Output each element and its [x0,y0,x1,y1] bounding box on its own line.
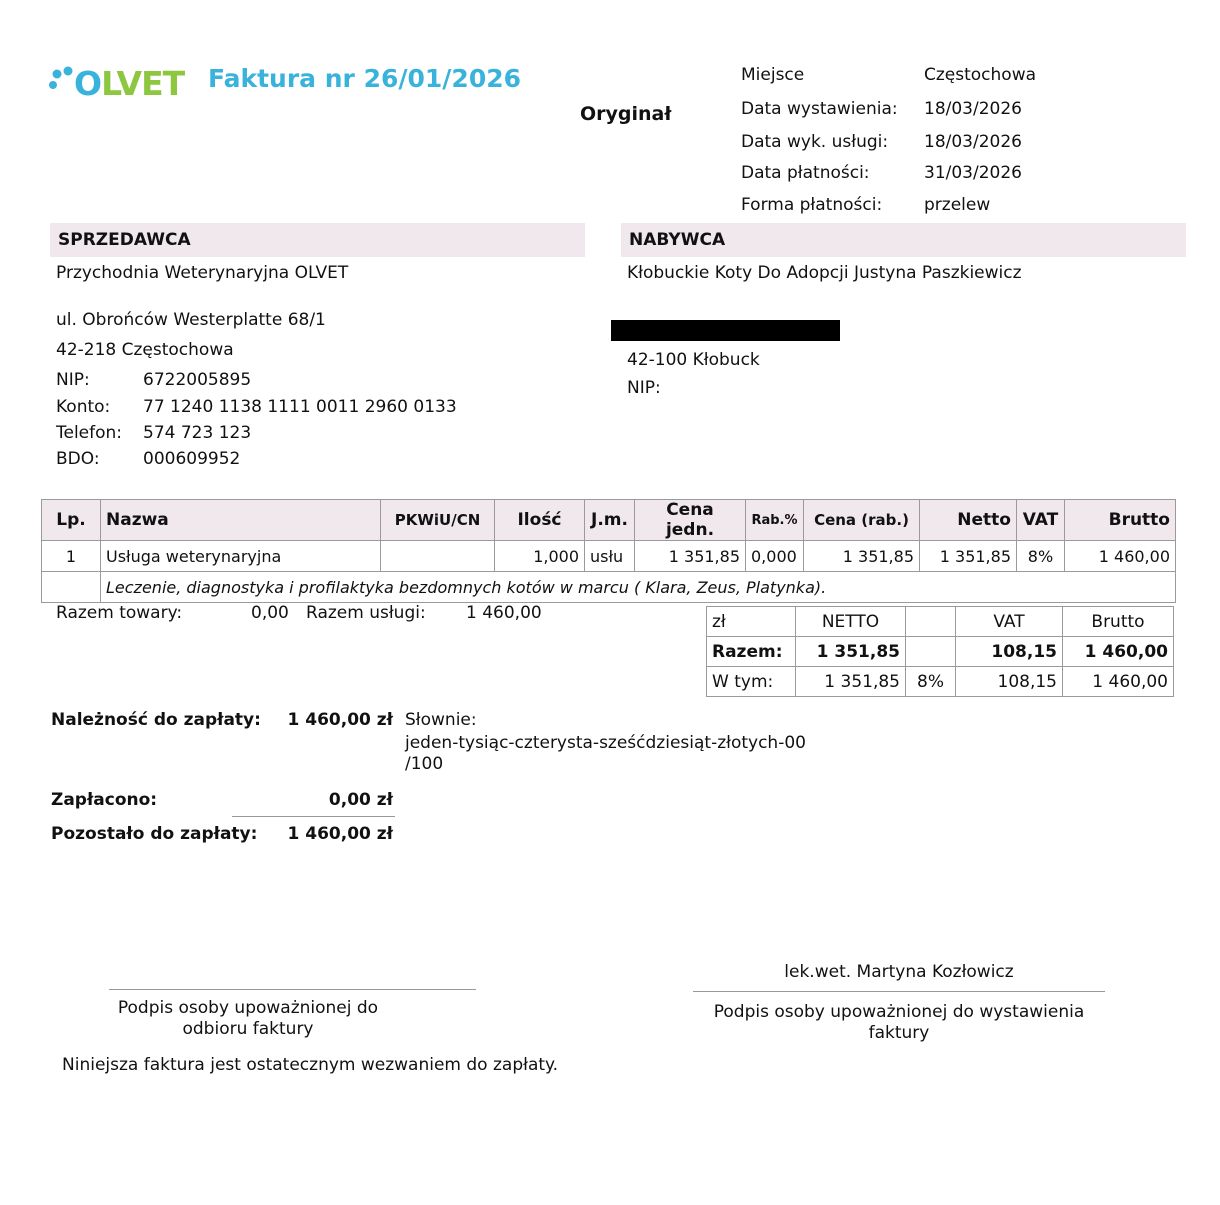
cell-unit: usłu [585,541,635,572]
amount-words-line2: /100 [405,754,444,774]
vat-summary-table [706,606,1174,697]
seller-nip-value: 6722005895 [143,370,252,390]
summary-total-gross: 1 460,00 [1063,637,1174,667]
cell-price-disc: 1 351,85 [804,541,920,572]
buyer-city: 42-100 Kłobuck [627,350,760,370]
seller-city: 42-218 Częstochowa [56,340,234,360]
meta-issue-date [741,99,1161,123]
summary-breakdown-rate: 8% [906,667,956,697]
summary-total-vat: 108,15 [956,637,1063,667]
remaining-label: Pozostało do zapłaty: [51,824,258,844]
meta-payment-method [741,195,1161,219]
receiver-signature-caption-1: Podpis osoby upoważnionej do [117,998,379,1018]
cell-discount: 0,000 [746,541,804,572]
issuer-name: lek.wet. Martyna Kozłowicz [784,962,1014,982]
goods-total-label: Razem towary: [56,603,183,623]
col-unit: J.m. [585,500,635,541]
cell-empty [42,572,101,603]
meta-label: Forma płatności: [741,195,883,215]
summary-total-rate [906,637,956,667]
meta-value: 31/03/2026 [924,163,1022,183]
seller-bdo-value: 000609952 [143,449,241,469]
invoice-title: Faktura nr 26/01/2026 [208,64,522,93]
summary-breakdown-label: W tym: [707,667,796,697]
summary-col-net: NETTO [796,607,906,637]
summary-breakdown-net: 1 351,85 [796,667,906,697]
cell-name: Usługa weterynaryjna [101,541,381,572]
cell-price: 1 351,85 [635,541,746,572]
meta-service-date [741,132,1161,156]
document-status: Oryginał [580,103,672,125]
paid-value: 0,00 zł [328,790,393,810]
meta-payment-date [741,163,1161,187]
summary-breakdown-gross: 1 460,00 [1063,667,1174,697]
summary-breakdown-vat: 108,15 [956,667,1063,697]
col-gross: Brutto [1065,500,1176,541]
meta-value: 18/03/2026 [924,132,1022,152]
meta-label: Data płatności: [741,163,870,183]
receiver-signature-line [109,989,476,990]
col-price-disc: Cena (rab.) [804,500,920,541]
items-table [41,499,1176,603]
items-header-row [42,500,1176,541]
summary-col-gross: Brutto [1063,607,1174,637]
seller-account-label: Konto: [56,397,111,417]
paid-label: Zapłacono: [51,790,158,810]
olvet-logo [48,62,183,110]
col-vat: VAT [1017,500,1065,541]
footer-note: Niniejsza faktura jest ostatecznym wezwaniem do zapłaty. [62,1055,559,1075]
meta-place [741,65,1161,89]
meta-label: Data wystawienia: [741,99,898,119]
cell-lp: 1 [42,541,101,572]
seller-phone-label: Telefon: [56,423,123,443]
col-discount: Rab.% [746,500,804,541]
cell-gross: 1 460,00 [1065,541,1176,572]
meta-label: Data wyk. usługi: [741,132,889,152]
receiver-signature-caption-2: odbioru faktury [182,1019,314,1039]
summary-total-net: 1 351,85 [796,637,906,667]
logo-wordmark: OLVET [74,64,185,103]
goods-total-value: 0,00 [251,603,289,623]
cell-net: 1 351,85 [920,541,1017,572]
col-lp: Lp. [42,500,101,541]
seller-street: ul. Obrońców Westerplatte 68/1 [56,310,326,330]
meta-value: Częstochowa [924,65,1037,85]
cell-vat: 8% [1017,541,1065,572]
summary-total-label: Razem: [707,637,796,667]
services-total-value: 1 460,00 [466,603,542,623]
redacted-address-bar [611,320,840,341]
seller-account-value: 77 1240 1138 1111 0011 2960 0133 [143,397,457,417]
summary-col-rate [906,607,956,637]
meta-label: Miejsce [741,65,805,85]
amount-words-line1: jeden-tysiąc-czterysta-sześćdziesiąt-złotych-00 [405,733,806,753]
col-name: Nazwa [101,500,381,541]
summary-breakdown-row [707,667,1174,697]
seller-name: Przychodnia Weterynaryjna OLVET [56,263,349,283]
paid-divider [232,816,395,817]
col-net: Netto [920,500,1017,541]
buyer-nip-label: NIP: [627,378,661,398]
summary-header-row [707,607,1174,637]
seller-phone-value: 574 723 123 [143,423,252,443]
table-row-description [42,572,1176,603]
cell-qty: 1,000 [495,541,585,572]
cell-description: Leczenie, diagnostyka i profilaktyka bezdomnych kotów w marcu ( Klara, Zeus, Platynka). [101,572,1176,603]
issuer-signature-caption-2: faktury [868,1023,930,1043]
table-row [42,541,1176,572]
issuer-signature-caption-1: Podpis osoby upoważnionej do wystawienia [713,1002,1085,1022]
meta-value: przelew [924,195,991,215]
summary-total-row [707,637,1174,667]
col-price: Cena jedn. [635,500,746,541]
seller-nip-label: NIP: [56,370,90,390]
summary-col-currency: zł [707,607,796,637]
seller-heading: SPRZEDAWCA [50,223,585,257]
services-total-label: Razem usługi: [306,603,426,623]
amount-due-label: Należność do zapłaty: [51,710,261,730]
col-pkwiu: PKWiU/CN [381,500,495,541]
meta-value: 18/03/2026 [924,99,1022,119]
summary-col-vat: VAT [956,607,1063,637]
remaining-value: 1 460,00 zł [287,824,393,844]
seller-bdo-label: BDO: [56,449,100,469]
buyer-heading: NABYWCA [621,223,1186,257]
cell-pkwiu [381,541,495,572]
buyer-name: Kłobuckie Koty Do Adopcji Justyna Paszkiewicz [627,263,1022,283]
amount-due-value: 1 460,00 zł [287,710,393,730]
amount-words-label: Słownie: [405,710,477,730]
issuer-signature-line [693,991,1105,992]
col-qty: Ilość [495,500,585,541]
